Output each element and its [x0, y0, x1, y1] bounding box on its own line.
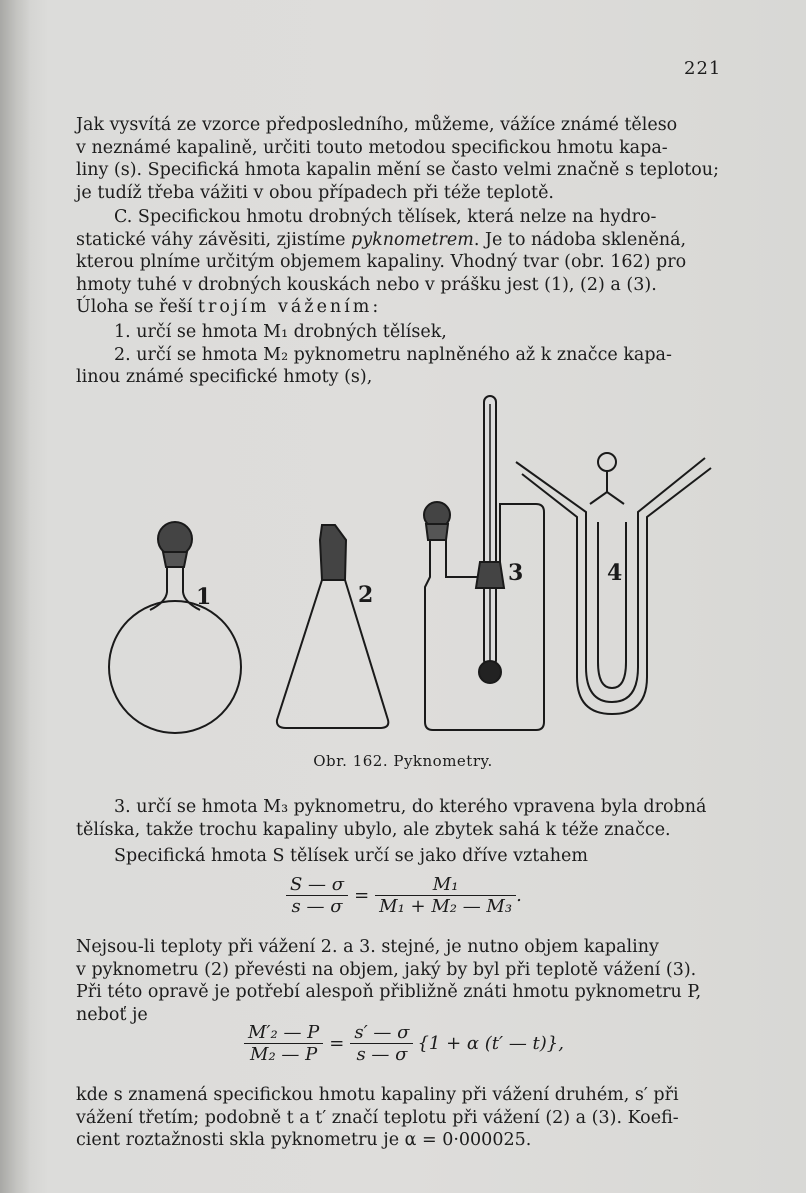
book-spine-shadow	[0, 0, 30, 1193]
formula2-mid-numerator: s′ — σ	[350, 1022, 413, 1044]
paragraph-temperature	[76, 936, 728, 1026]
step-3: 3. určí se hmota M₃ pyknometru, do kterého vpravena byla drobná	[114, 797, 707, 817]
formula2-tail: {1 + α (t′ — t)},	[417, 1033, 564, 1054]
text-line: C. Specifickou hmotu drobných tělísek, která nelze na hydro-	[114, 207, 657, 227]
formula-correction	[244, 1022, 564, 1065]
text-line: neboť je	[76, 1004, 148, 1025]
term-pyknometrem: pyknometrem	[351, 229, 474, 250]
text-run: . Je to nádoba skleněná,	[473, 229, 687, 250]
figure-label-3: 3	[508, 560, 524, 586]
page-number: 221	[684, 58, 722, 79]
text-line: vážení třetím; podobně t a t′ značí teplotu při vážení (2) a (3). Koefi-	[76, 1107, 679, 1128]
formula2-equals: =	[329, 1033, 345, 1054]
formula1-rhs	[375, 874, 516, 917]
pycnometer-drawing	[100, 392, 720, 747]
text-line: kde s znamená specifickou hmotu kapaliny při vážení druhém, s′ při	[76, 1085, 679, 1105]
text-line	[76, 229, 728, 252]
text-line: Nejsou-li teploty při vážení 2. a 3. stejné, je nutno objem kapaliny	[76, 937, 659, 957]
text-line: v pyknometru (2) převésti na objem, jaký by byl při teplotě vážení (3).	[76, 959, 697, 980]
step-2-cont: linou známé specifické hmoty (s),	[76, 367, 373, 387]
figure-label-1: 1	[196, 584, 212, 610]
text-line: liny (s). Specifická hmota kapalin mění se často velmi značně s teplotou;	[76, 160, 719, 180]
formula1-end: .	[516, 885, 522, 906]
step-3-block	[76, 796, 728, 868]
formula2-lhs-numerator: M′₂ — P	[244, 1022, 323, 1044]
formula1-equals: =	[354, 885, 370, 906]
figure-label-2: 2	[358, 582, 374, 608]
formula1-lhs-numerator: S — σ	[286, 874, 348, 896]
term-trojim-vazenim: trojím vážením	[197, 297, 373, 317]
paragraph-intro	[76, 114, 728, 204]
formula-intro: Specifická hmota S tělísek určí se jako dříve vztahem	[114, 846, 588, 866]
text-line: hmoty tuhé v drobných kouskách nebo v prášku jest (1), (2) a (3).	[76, 274, 657, 295]
formula1-lhs-denominator: s — σ	[291, 896, 343, 917]
step-2: 2. určí se hmota M₂ pyknometru naplněného až k značce kapa-	[114, 344, 672, 365]
paragraph-pycnometer	[76, 206, 728, 319]
formula2-mid	[350, 1022, 413, 1065]
text-line: je tudíž třeba vážiti v obou případech při téže teplotě.	[76, 182, 554, 203]
text-line: kterou plníme určitým objemem kapaliny. Vhodný tvar (obr. 162) pro	[76, 252, 687, 272]
paragraph-coefficient	[76, 1084, 728, 1152]
formula1-lhs	[286, 874, 348, 917]
pycnometer-1	[109, 522, 241, 733]
formula2-lhs	[244, 1022, 323, 1065]
pycnometer-3	[424, 396, 544, 730]
text-line: cient roztažnosti skla pyknometru je α = 0·000025.	[76, 1130, 532, 1150]
text-line: Jak vysvítá ze vzorce předposledního, můžeme, vážíce známé těleso	[76, 115, 678, 135]
text-run: Úloha se řeší	[76, 297, 198, 317]
formula2-lhs-denominator: M₂ — P	[250, 1044, 318, 1065]
figure-label-4: 4	[607, 560, 623, 586]
figure-caption: Obr. 162. Pyknometry.	[313, 752, 493, 770]
step-1: 1. určí se hmota M₁ drobných tělísek,	[114, 322, 447, 342]
text-run: statické váhy závěsiti, zjistíme	[76, 229, 352, 250]
formula2-mid-denominator: s — σ	[356, 1044, 408, 1065]
step-3-cont: tělíska, takže trochu kapaliny ubylo, ale zbytek sahá k téže značce.	[76, 819, 671, 840]
text-line	[76, 296, 728, 319]
pycnometer-2	[277, 525, 388, 728]
text-run: :	[372, 297, 379, 317]
text-line: v neznámé kapalině, určiti touto metodou specifickou hmotu kapa-	[76, 137, 668, 158]
formula1-rhs-numerator: M₁	[375, 874, 516, 896]
formula-specific-mass	[286, 874, 522, 917]
text-line: Při této opravě je potřebí alespoň přibližně znáti hmotu pyknometru P,	[76, 982, 702, 1002]
figure-pycnometers	[100, 392, 720, 747]
steps-list	[76, 321, 728, 389]
formula1-rhs-denominator: M₁ + M₂ — M₃	[379, 896, 513, 917]
